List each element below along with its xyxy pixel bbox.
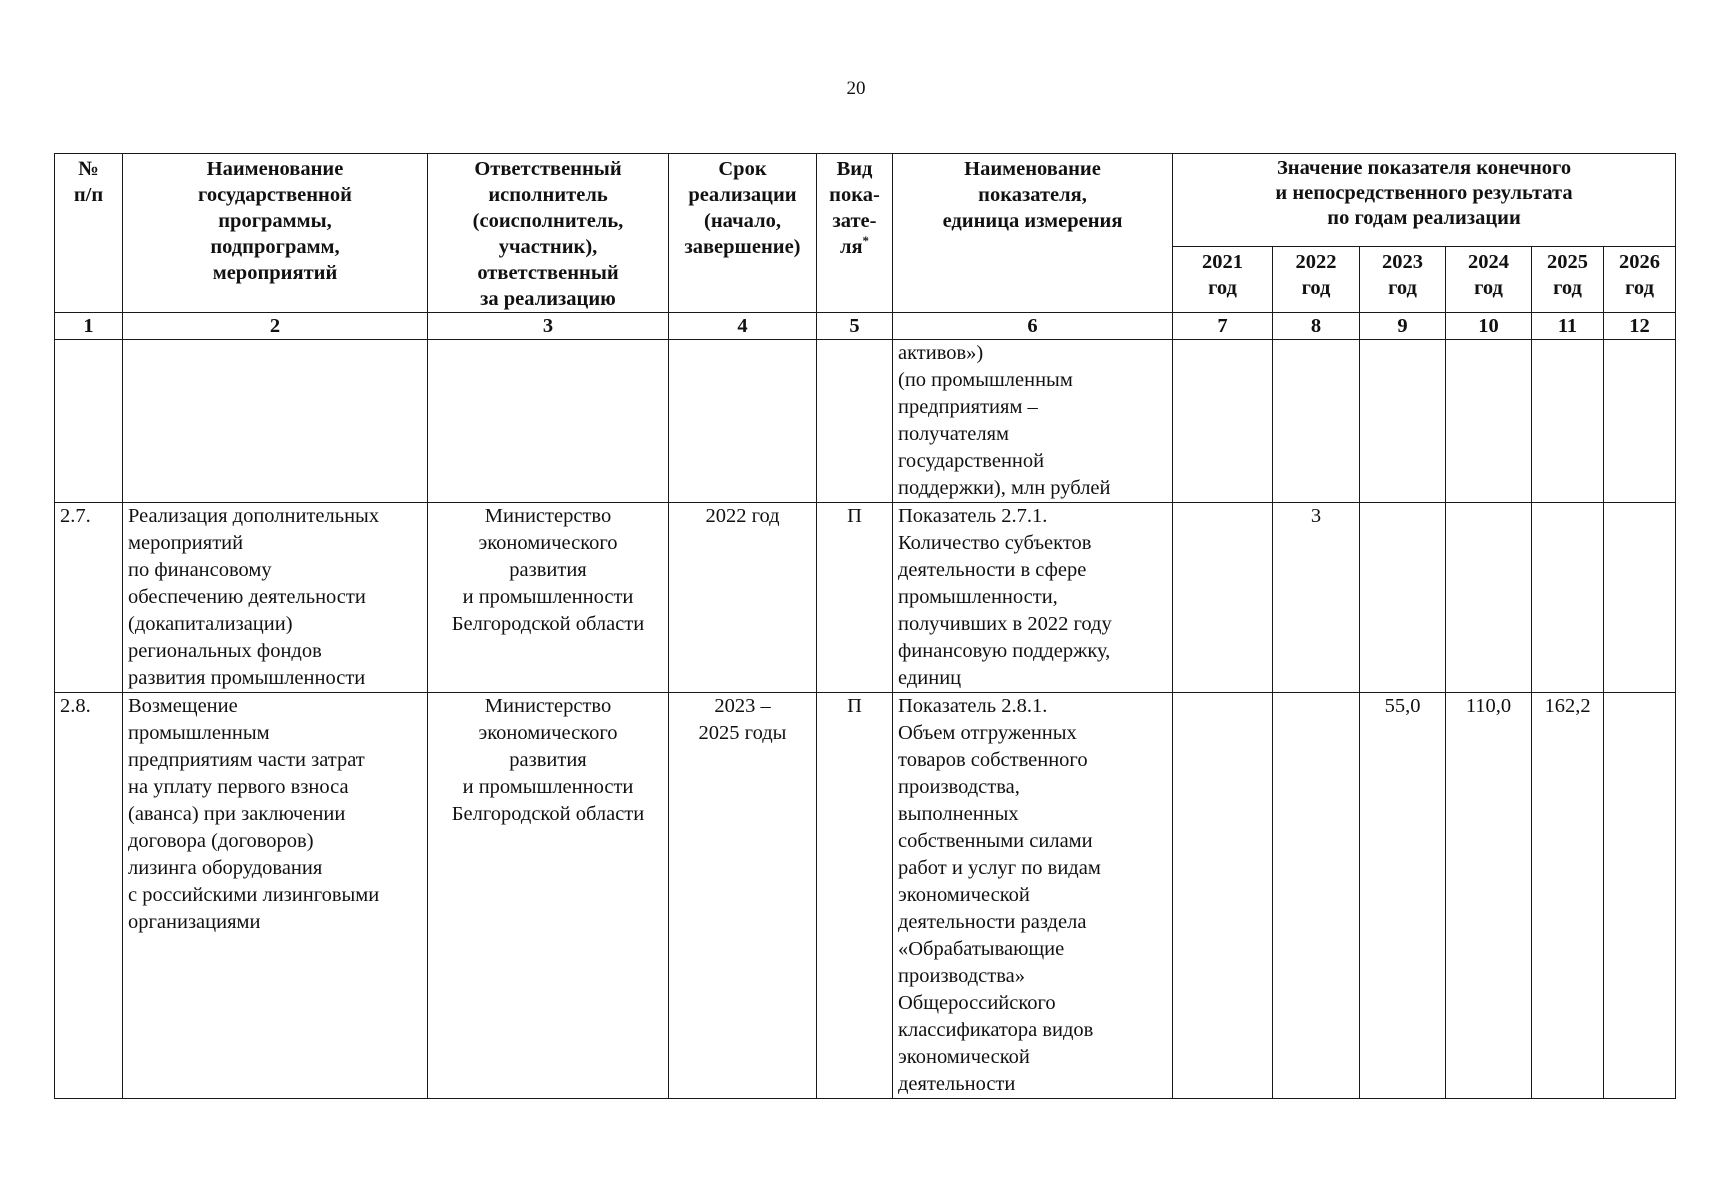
row-indicator-type xyxy=(817,340,893,503)
row-number: 2.7. xyxy=(55,503,123,693)
column-number: 1 xyxy=(55,313,123,340)
header-col-indicator-type xyxy=(817,154,893,313)
row-value-2023 xyxy=(1360,340,1446,503)
column-number: 12 xyxy=(1604,313,1676,340)
row-value-2025 xyxy=(1532,340,1604,503)
row-program-name: Реализация дополнительных мероприятий по финансовому обеспечению деятельности (докапитализации) региональных фондов развития промышленности xyxy=(123,503,428,693)
column-number: 7 xyxy=(1173,313,1273,340)
table-row xyxy=(55,693,1676,1099)
header-year-2026: 2026 год xyxy=(1604,247,1676,313)
header-col-indicator-name: Наименование показателя, единица измерения xyxy=(893,154,1173,313)
row-value-2021 xyxy=(1173,340,1273,503)
row-value-2024: 110,0 xyxy=(1446,693,1532,1099)
header-year-2023: 2023 год xyxy=(1360,247,1446,313)
row-value-2024 xyxy=(1446,340,1532,503)
column-number: 5 xyxy=(817,313,893,340)
row-indicator-name: Показатель 2.7.1. Количество субъектов деятельности в сфере промышленности, получивших в 2022 году финансовую поддержку, единиц xyxy=(893,503,1173,693)
row-value-2025 xyxy=(1532,503,1604,693)
column-number: 4 xyxy=(669,313,817,340)
row-executor: Министерство экономического развития и промышленности Белгородской области xyxy=(428,503,669,693)
row-value-2026 xyxy=(1604,503,1676,693)
page-number: 20 xyxy=(846,78,866,99)
row-value-2023 xyxy=(1360,503,1446,693)
column-number: 2 xyxy=(123,313,428,340)
row-executor xyxy=(428,340,669,503)
table-row xyxy=(55,503,1676,693)
row-indicator-type: П xyxy=(817,693,893,1099)
header-year-2022: 2022 год xyxy=(1273,247,1360,313)
row-executor: Министерство экономического развития и промышленности Белгородской области xyxy=(428,693,669,1099)
header-column-numbers xyxy=(55,313,1676,340)
column-number: 9 xyxy=(1360,313,1446,340)
row-value-2025: 162,2 xyxy=(1532,693,1604,1099)
column-number: 8 xyxy=(1273,313,1360,340)
header-row-1 xyxy=(55,154,1676,247)
row-value-2022: 3 xyxy=(1273,503,1360,693)
row-value-2024 xyxy=(1446,503,1532,693)
column-number: 6 xyxy=(893,313,1173,340)
program-table xyxy=(54,153,1676,1099)
column-number: 3 xyxy=(428,313,669,340)
header-col-term: Срок реализации (начало, завершение) xyxy=(669,154,817,313)
row-term: 2022 год xyxy=(669,503,817,693)
header-year-2024: 2024 год xyxy=(1446,247,1532,313)
row-indicator-type: П xyxy=(817,503,893,693)
column-number: 10 xyxy=(1446,313,1532,340)
column-number: 11 xyxy=(1532,313,1604,340)
row-program-name: Возмещение промышленным предприятиям части затрат на уплату первого взноса (аванса) при заключении договора (договоров) лизинга оборудования с российскими лизинговыми организациями xyxy=(123,693,428,1099)
row-number: 2.8. xyxy=(55,693,123,1099)
row-value-2022 xyxy=(1273,340,1360,503)
header-col-program-name: Наименование государственной программы, подпрограмм, мероприятий xyxy=(123,154,428,313)
header-year-2025: 2025 год xyxy=(1532,247,1604,313)
row-value-2026 xyxy=(1604,693,1676,1099)
row-value-2022 xyxy=(1273,693,1360,1099)
header-col-indicator-type-mark: * xyxy=(862,233,870,249)
header-col-executor: Ответственный исполнитель (соисполнитель, участник), ответственный за реализацию xyxy=(428,154,669,313)
row-term: 2023 – 2025 годы xyxy=(669,693,817,1099)
row-program-name xyxy=(123,340,428,503)
header-col-number: № п/п xyxy=(55,154,123,313)
header-col-indicator-type-label: Вид пока- зате- ля xyxy=(829,158,880,258)
table-row xyxy=(55,340,1676,503)
row-value-2021 xyxy=(1173,503,1273,693)
row-value-2026 xyxy=(1604,340,1676,503)
header-values-group: Значение показателя конечного и непосредственного результата по годам реализации xyxy=(1173,154,1676,247)
row-indicator-name: активов») (по промышленным предприятиям – получателям государственной поддержки), млн рублей xyxy=(893,340,1173,503)
header-year-2021: 2021 год xyxy=(1173,247,1273,313)
row-value-2023: 55,0 xyxy=(1360,693,1446,1099)
row-indicator-name: Показатель 2.8.1. Объем отгруженных товаров собственного производства, выполненных собственными силами работ и услуг по видам экономической деятельности раздела «Обрабатывающие производства» Общероссийского классификатора видов экономической деятельности xyxy=(893,693,1173,1099)
row-value-2021 xyxy=(1173,693,1273,1099)
row-term xyxy=(669,340,817,503)
row-number xyxy=(55,340,123,503)
